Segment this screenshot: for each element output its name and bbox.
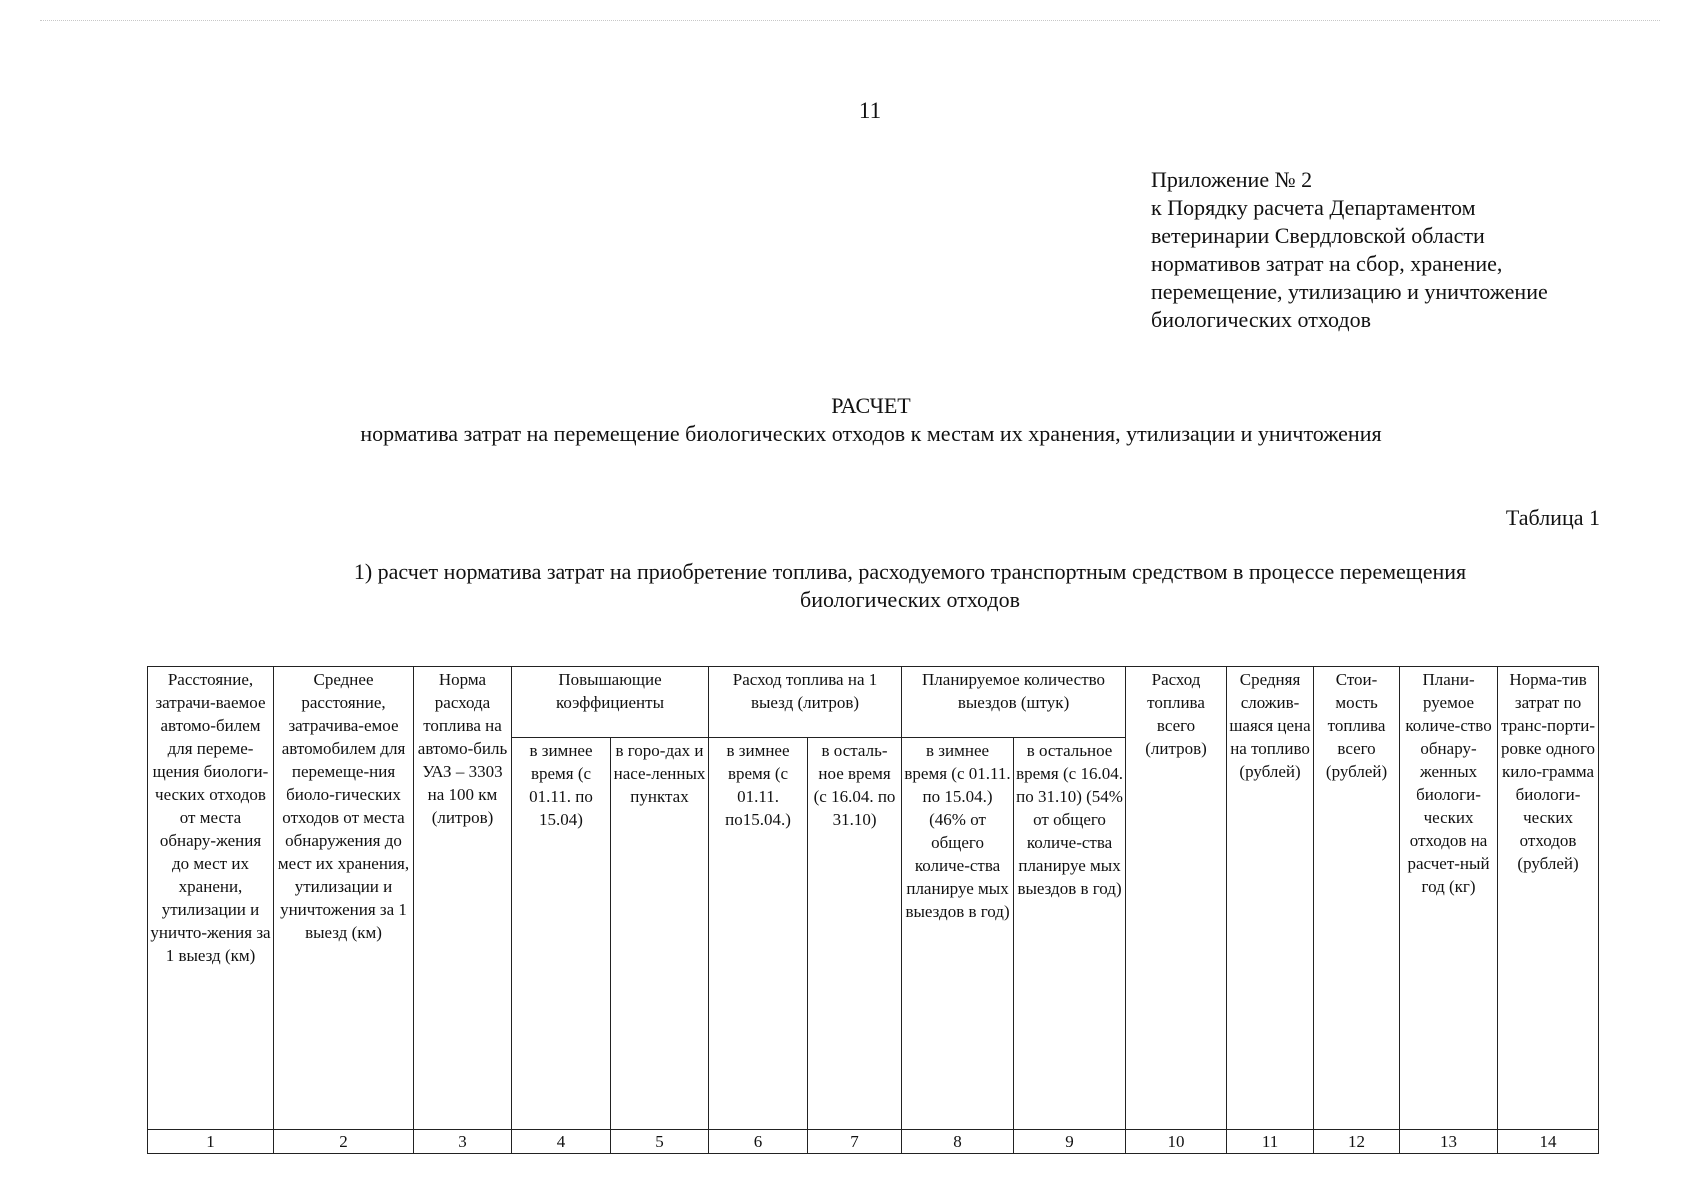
column-number: 8 [902, 1130, 1014, 1154]
header-col-9: в остальное время (с 16.04. по 31.10) (54% от общего количе-ства планируе мых выездов в год) [1014, 738, 1126, 1130]
column-number: 6 [709, 1130, 808, 1154]
column-number: 2 [274, 1130, 414, 1154]
header-col-10: Расход топлива всего (литров) [1126, 667, 1227, 1130]
document-title [0, 392, 1696, 448]
column-number: 11 [1227, 1130, 1314, 1154]
column-number: 12 [1314, 1130, 1400, 1154]
header-col-4: в зимнее время (с 01.11. по 15.04) [512, 738, 611, 1130]
column-number-row [148, 1130, 1599, 1154]
header-col-2: Среднее расстояние, затрачива-емое автомобилем для перемеще-ния биоло-гических отходов от места обнаружения до мест их хранения, утилизации и уничтожения за 1 выезд (км) [274, 667, 414, 1130]
column-number: 1 [148, 1130, 274, 1154]
column-number: 9 [1014, 1130, 1126, 1154]
column-number: 7 [808, 1130, 902, 1154]
column-number: 13 [1400, 1130, 1498, 1154]
column-number: 5 [611, 1130, 709, 1154]
appendix-header [1151, 166, 1621, 334]
header-group-coefficients: Повышающие коэффициенты [512, 667, 709, 738]
subtitle-line-2: биологических отходов [800, 587, 1020, 612]
section-subtitle [270, 558, 1550, 614]
column-number: 4 [512, 1130, 611, 1154]
appendix-line: Приложение № 2 [1151, 167, 1313, 192]
subtitle-line-1: 1) расчет норматива затрат на приобретение топлива, расходуемого транспортным средством в процессе перемещения [353, 559, 1467, 584]
appendix-line: биологических отходов [1151, 307, 1371, 332]
header-group-fuel-per-trip: Расход топлива на 1 выезд (литров) [709, 667, 902, 738]
appendix-line: нормативов затрат на сбор, хранение, [1151, 251, 1503, 276]
header-col-7: в осталь-ное время (с 16.04. по 31.10) [808, 738, 902, 1130]
header-col-3: Норма расхода топлива на автомо-биль УАЗ – 3303 на 100 км (литров) [414, 667, 512, 1130]
appendix-line: ветеринарии Свердловской области [1151, 223, 1485, 248]
calculation-table [147, 666, 1599, 1154]
appendix-line: к Порядку расчета Департаментом [1151, 195, 1476, 220]
header-col-14: Норма-тив затрат по транс-порти-ровке одного кило-грамма биологи-ческих отходов (рублей) [1498, 667, 1599, 1130]
appendix-line: перемещение, утилизацию и уничтожение [1151, 279, 1548, 304]
title-main: РАСЧЕТ [831, 393, 911, 418]
header-col-8: в зимнее время (с 01.11. по 15.04.) (46% от общего количе-ства планируе мых выездов в год) [902, 738, 1014, 1130]
scan-artifact-line [40, 20, 1660, 23]
header-col-6: в зимнее время (с 01.11. по15.04.) [709, 738, 808, 1130]
header-col-12: Стои-мость топлива всего (рублей) [1314, 667, 1400, 1130]
page-number: 11 [858, 98, 882, 123]
header-col-5: в горо-дах и насе-ленных пунктах [611, 738, 709, 1130]
title-sub: норматива затрат на перемещение биологических отходов к местам их хранения, утилизации и уничтожения [360, 421, 1382, 446]
column-number: 3 [414, 1130, 512, 1154]
table-label: Таблица 1 [1505, 505, 1600, 530]
header-col-13: Плани-руемое количе-ство обнару-женных биологи-ческих отходов на расчет-ный год (кг) [1400, 667, 1498, 1130]
column-number: 10 [1126, 1130, 1227, 1154]
header-row-1 [148, 667, 1599, 738]
column-number: 14 [1498, 1130, 1599, 1154]
header-group-planned-trips: Планируемое количество выездов (штук) [902, 667, 1126, 738]
header-col-1: Расстояние, затрачи-ваемое автомо-билем для переме-щения биологи-ческих отходов от места обнару-жения до мест их хранени, утилизации и уничто-жения за 1 выезд (км) [148, 667, 274, 1130]
header-col-11: Средняя сложив-шаяся цена на топливо (рублей) [1227, 667, 1314, 1130]
